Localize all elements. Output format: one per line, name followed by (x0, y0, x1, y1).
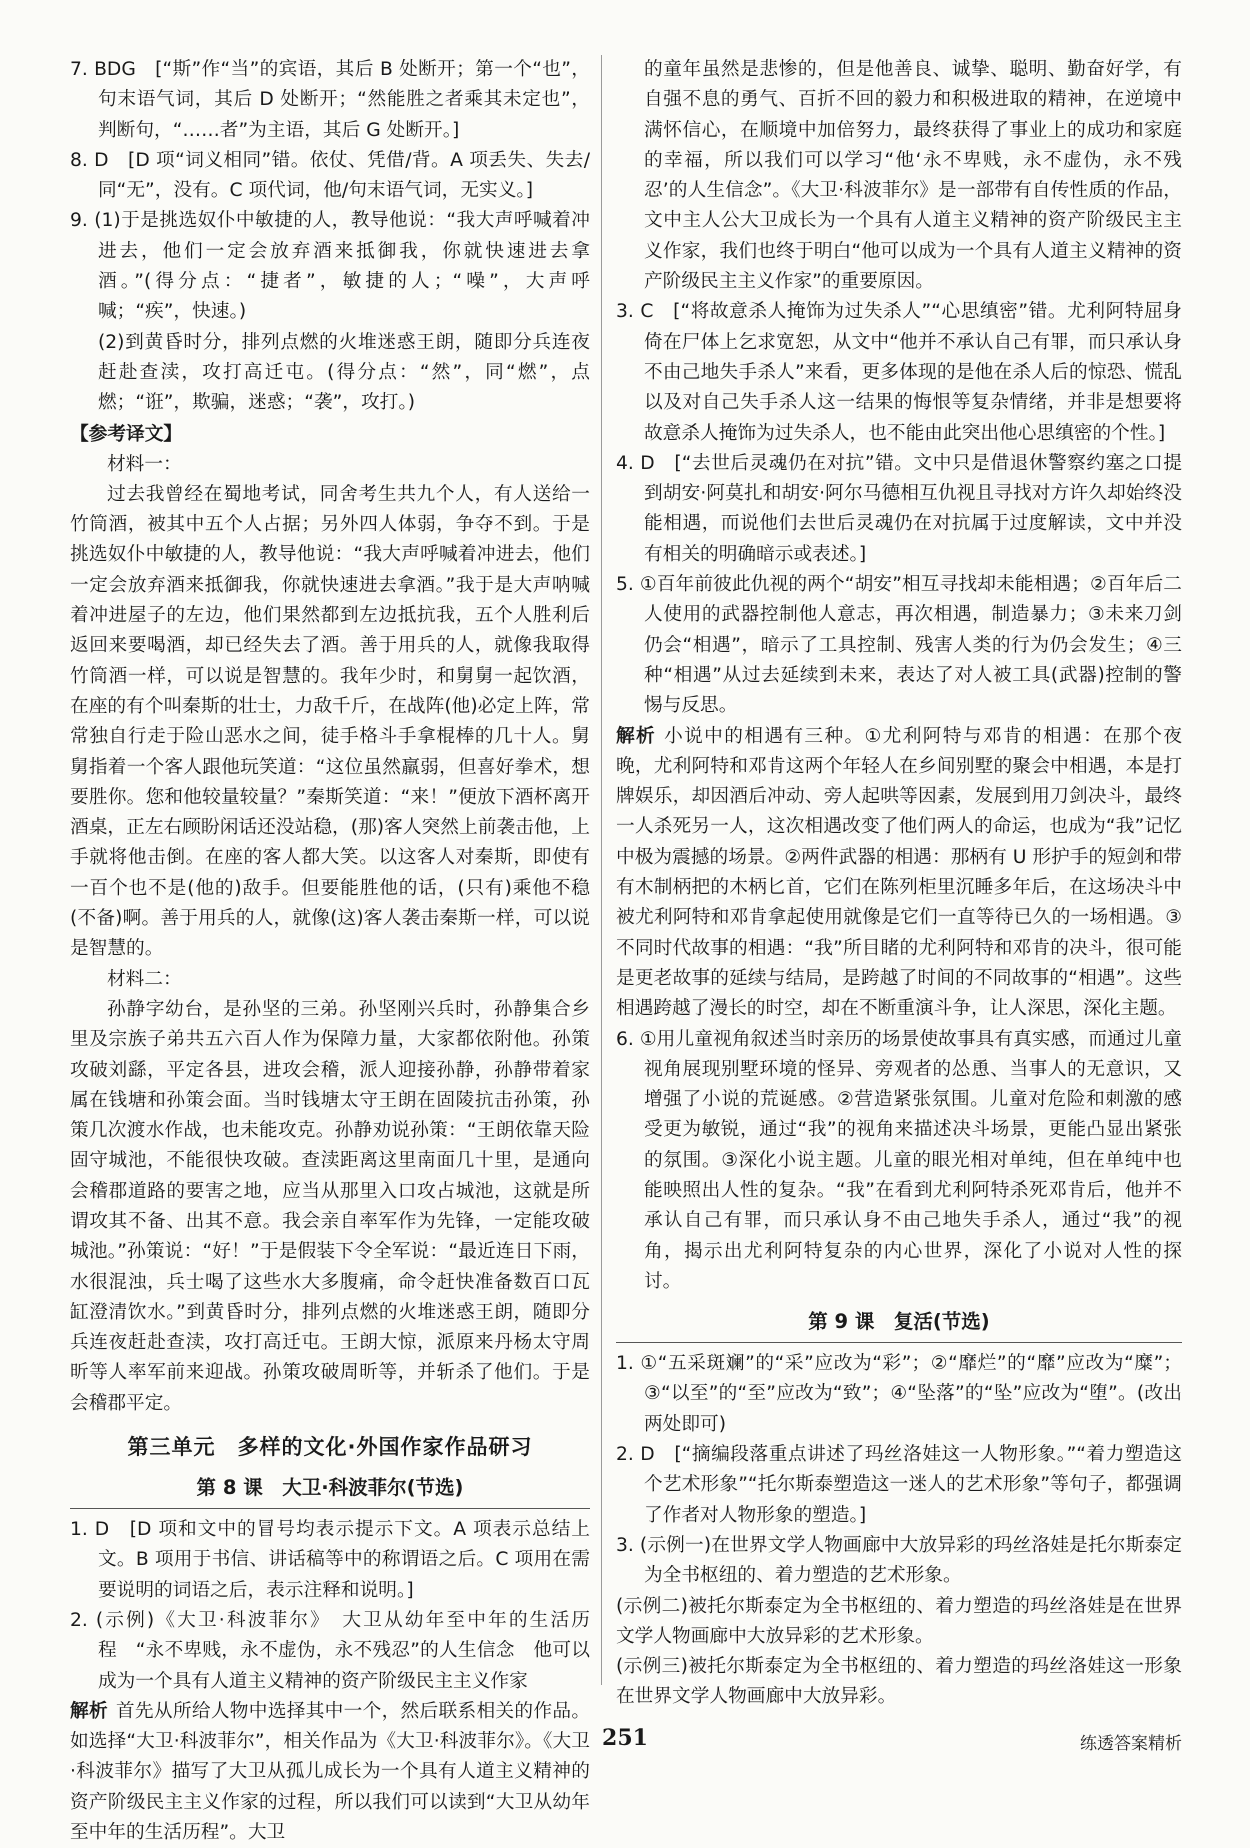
answer-8: 8. D [D 项“词义相同”错。依仗、凭借/背。A 项丢失、失去/同“无”，没有。C 项代词，他/句末语气词，无实义。] (70, 149, 590, 202)
lesson-9-answer-3-example-3: (示例三)被托尔斯泰定为全书枢纽的、着力塑造的玛丝洛娃这一形象在世界文学人物画廊中大放异彩。 (616, 1656, 1182, 1708)
answer-5: 5. ①百年前彼此仇视的两个“胡安”相互寻找却未能相遇；②百年后二人使用的武器控制他人意志，再次相遇，制造暴力；③未来刀剑仍会“相遇”，暗示了工具控制、残害人类的行为仍会发生；④三种“相遇”从过去延续到未来，表达了对人被工具(武器)控制的警惕与反思。 (616, 574, 1182, 717)
page-number: 251 (602, 1725, 648, 1751)
analysis-text: 首先从所给人物中选择其中一个，然后联系相关的作品。如选择“大卫·科波菲尔”，相关作品为《大卫·科波菲尔》。《大卫·科波菲尔》描写了大卫从孤儿成长为一个具有人道主义精神的资产阶级民主主义作家的过程，所以我们可以读到“大卫从幼年至中年的生活历程”。大卫 (70, 1700, 591, 1844)
left-column (70, 55, 590, 1848)
lesson-9-answer-2: 2. D [“摘编段落重点讲述了玛丝洛娃这一人物形象。”“着力塑造这个艺术形象”“托尔斯泰塑造这一迷人的艺术形象”等句子，都强调了作者对人物形象的塑造。] (616, 1444, 1182, 1526)
right-column (616, 55, 1182, 1713)
material-2-text: 孙静字幼台，是孙坚的三弟。孙坚刚兴兵时，孙静集合乡里及宗族子弟共五六百人作为保障力量，大家都依附他。孙策攻破刘繇，平定各县，进攻会稽，派人迎接孙静，孙静带着家属在钱塘和孙策会面。当时钱塘太守王朗在固陵抗击孙策，孙策几次渡水作战，也未能攻克。孙静劝说孙策：“王朗依靠天险固守城池，不能很快攻破。查渎距离这里南面几十里，是通向会稽郡道路的要害之地，应当从那里入口攻占城池，这就是所谓攻其不备、出其不意。我会亲自率军作为先锋，一定能攻破城池。”孙策说：“好！”于是假装下令全军说：“最近连日下雨，水很混浊，兵士喝了这些水大多腹痛，命令赶快准备数百口瓦缸澄清饮水。”到黄昏时分，排列点燃的火堆迷惑王朗，随即分兵连夜赶赴查渎，攻打高迁屯。王朗大惊，派原来丹杨太守周昕等人率军前来迎战。孙策攻破周昕等，并斩杀了他们。于是会稽郡平定。 (70, 998, 590, 1414)
analysis-label: 解析 (70, 1700, 108, 1722)
analysis-label: 解析 (616, 725, 657, 747)
lesson-9-answer-3-example-2: (示例二)被托尔斯泰定为全书枢纽的、着力塑造的玛丝洛娃是在世界文学人物画廊中大放异彩的艺术形象。 (616, 1595, 1182, 1647)
material-1-title: 材料一： (107, 453, 182, 475)
lesson-8-title: 第 8 课 大卫·科波菲尔(节选) (70, 1473, 590, 1509)
lesson-9-title: 第 9 课 复活(节选) (616, 1307, 1182, 1343)
lesson-9-answer-3-example-1: 3. (示例一)在世界文学人物画廊中大放异彩的玛丝洛娃是托尔斯泰定为全书枢纽的、着力塑造的艺术形象。 (616, 1534, 1182, 1587)
lesson-8-answer-1: 1. D [D 项和文中的冒号均表示提示下文。A 项表示总结上文。B 项用于书信、讲话稿等中的称谓语之后。C 项用在需要说明的词语之后，表示注释和说明。] (70, 1519, 590, 1601)
lesson-8-answer-2: 2. (示例)《大卫·科波菲尔》 大卫从幼年至中年的生活历程 “永不卑贱，永不虚伪，永不残忍”的人生信念 他可以成为一个具有人道主义精神的资产阶级民主主义作家 (70, 1609, 590, 1692)
analysis-continued: 的童年虽然是悲惨的，但是他善良、诚挚、聪明、勤奋好学，有自强不息的勇气、百折不回的毅力和积极进取的精神，在逆境中满怀信心，在顺境中加倍努力，最终获得了事业上的成功和家庭的幸福，所以我们可以学习“他‘永不卑贱，永不虚伪，永不残忍’的人生信念”。《大卫·科波菲尔》是一部带有自传性质的作品，文中主人公大卫成长为一个具有人道主义精神的资产阶级民主主义作家，我们也终于明白“他可以成为一个具有人道主义精神的资产阶级民主主义作家”的重要原因。 (644, 59, 1182, 293)
column-divider (601, 55, 602, 1685)
answer-9-2: (2)到黄昏时分，排列点燃的火堆迷惑王朗，随即分兵连夜赶赴查渎，攻打高迁屯。(得分点：“然”，同“燃”，点燃；“诳”，欺骗，迷惑；“袭”，攻打。) (98, 331, 590, 414)
material-2-title: 材料二： (107, 968, 182, 990)
material-1-text: 过去我曾经在蜀地考试，同舍考生共九个人，有人送给一竹筒酒，被其中五个人占据；另外四人体弱，争夺不到。于是挑选奴仆中敏捷的人，教导他说：“我大声呼喊着冲进去，他们一定会放弃酒来抵御我，你就快速进去拿酒。”我于是大声呐喊着冲进屋子的左边，他们果然都到左边抵抗我，五个人胜利后返回来要喝酒，却已经失去了酒。善于用兵的人，就像我取得竹筒酒一样，可以说是智慧的。我年少时，和舅舅一起饮酒，在座的有个叫秦斯的壮士，力敌千斤，在战阵(他)必定上阵，常常独自行走于险山恶水之间，徒手格斗手拿棍棒的几十人。舅舅指着一个客人跟他玩笑道：“这位虽然羸弱，但喜好拳术，想要胜你。您和他较量较量？”秦斯笑道：“来！”便放下酒杯离开酒桌，正左右顾盼闲话还没站稳，(那)客人突然上前袭击他，上手就将他击倒。在座的客人都大笑。以这客人对秦斯，即使有一百个也不是(他的)敌手。但要能胜他的话，(只有)乘他不稳(不备)啊。善于用兵的人，就像(这)客人袭击秦斯一样，可以说是智慧的。 (70, 483, 590, 960)
answer-7: 7. BDG [“斯”作“当”的宾语，其后 B 处断开；第一个“也”，句末语气词，其后 D 处断开；“然能胜之者乘其未定也”，判断句，“……者”为主语，其后 G 处断开。] (70, 59, 590, 141)
answer-5-analysis (616, 722, 1182, 1025)
analysis-text: 小说中的相遇有三种。①尤利阿特与邓肯的相遇：在那个夜晚，尤利阿特和邓肯这两个年轻人在乡间别墅的聚会中相遇，本是打牌娱乐，却因酒后冲动、旁人起哄等因素，发展到用刀剑决斗，最终一人杀死另一人，这次相遇改变了他们两人的命运，也成为“我”记忆中极为震撼的场景。②两件武器的相遇：那柄有 U 形护手的短剑和带有木制柄把的木柄匕首，它们在陈列柜里沉睡多年后，在这场决斗中被尤利阿特和邓肯拿起使用就像是它们一直等待已久的一场相遇。③不同时代故事的相遇：“我”所目睹的尤利阿特和邓肯的决斗，很可能是更老故事的延续与结局，是跨越了时间的不同故事的“相遇”。这些相遇跨越了漫长的时空，却在不断重演斗争，让人深思，深化主题。 (616, 725, 1182, 1020)
unit-title: 第三单元 多样的文化·外国作家作品研习 (127, 1435, 533, 1460)
answer-6: 6. ①用儿童视角叙述当时亲历的场景使故事具有真实感，而通过儿童视角展现别墅环境的怪异、旁观者的怂恿、当事人的无意识，又增强了小说的荒诞感。②营造紧张氛围。儿童对危险和刺激的感受更为敏锐，通过“我”的视角来描述决斗场景，更能凸显出紧张的氛围。③深化小说主题。儿童的眼光相对单纯，但在单纯中也能映照出人性的复杂。“我”在看到尤利阿特杀死邓肯后，他并不承认自己有罪，而只承认身不由己地失手杀人，通过“我”的视角，揭示出尤利阿特复杂的内心世界，深化了小说对人性的探讨。 (616, 1028, 1182, 1292)
answer-4: 4. D [“去世后灵魂仍在对抗”错。文中只是借退休警察约塞之口提到胡安·阿莫扎和胡安·阿尔马德相互仇视且寻找对方许久却始终没能相遇，而说他们去世后灵魂仍在对抗属于过度解读，文中并没有相关的明确暗示或表述。] (616, 452, 1182, 565)
reference-translation-heading: 【参考译文】 (70, 423, 183, 445)
lesson-8-analysis (70, 1697, 590, 1848)
lesson-9-answer-1: 1. ①“五采斑斓”的“采”应改为“彩”；②“靡烂”的“靡”应改为“糜”；③“以至”的“至”应改为“致”；④“坠落”的“坠”应改为“堕”。(改出两处即可) (616, 1353, 1182, 1435)
answer-3: 3. C [“将故意杀人掩饰为过失杀人”“心思缜密”错。尤利阿特屈身倚在尸体上乞求宽恕，从文中“他并不承认自己有罪，而只承认身不由己地失手杀人”来看，更多体现的是他在杀人后的惊恐、慌乱以及对自己失手杀人这一结果的悔恨等复杂情绪，并非是想要将故意杀人掩饰为过失杀人，也不能由此突出他心思缜密的个性。] (616, 301, 1182, 444)
answer-9-1: 9. (1)于是挑选奴仆中敏捷的人，教导他说：“我大声呼喊着冲进去，他们一定会放弃酒来抵御我，你就快速进去拿酒。”(得分点：“捷者”，敏捷的人；“噪”，大声呼喊；“疾”，快速。) (70, 210, 590, 323)
footer-section-label: 练透答案精析 (1080, 1734, 1182, 1754)
